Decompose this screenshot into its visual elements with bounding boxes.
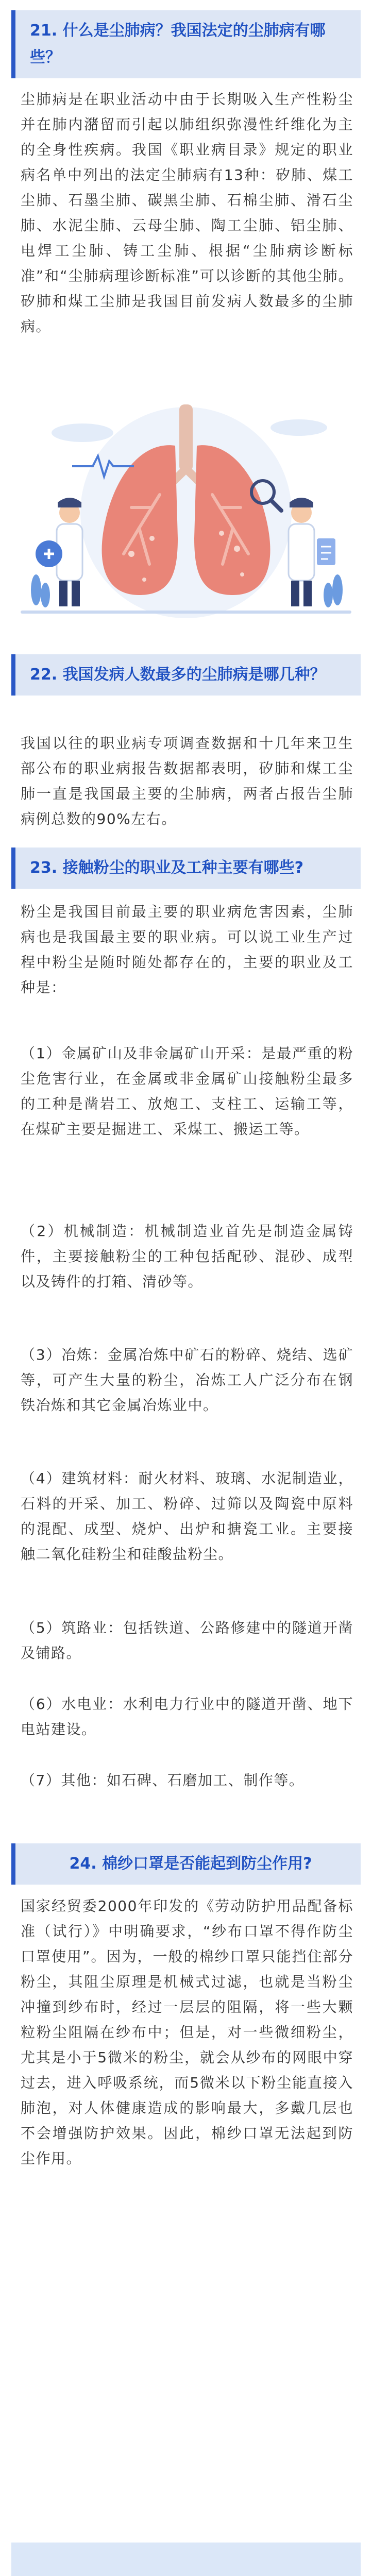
question-23-title: 23. 接触粉尘的职业及工种主要有哪些?	[30, 859, 303, 877]
job-list-item: （5）筑路业：包括铁道、公路修建中的隧道开凿及铺路。	[21, 1619, 353, 1662]
question-21-title: 21. 什么是尘肺病？我国法定的尘肺病有哪些？	[30, 22, 326, 66]
question-22-title: 22. 我国发病人数最多的尘肺病是哪几种？	[30, 666, 326, 684]
question-24-answer: 国家经贸委2000年印发的《劳动防护用品配备标准（试行）》中明确要求，“纱布口罩不得作防尘口罩使用”。因为，一般的棉纱口罩只能挡住部分粉尘，其阻尘原理是机械式过滤，也就是当粉尘冲撞到纱布时，经过一层层的阻隔，将一些大颗粒粉尘阻隔在纱布中；但是，对一些微细粉尘，尤其是小于5微米的粉尘，就会从纱布的网眼中穿过去，进入呼吸系统，而5微米以下粉尘能直接入肺泡，对人体健康造成的影响最大，多戴几层也不会增强防护效果。因此，棉纱口罩无法起到防尘作用。	[21, 1897, 353, 2167]
job-list-item: （3）冶炼：金属冶炼中矿石的粉碎、烧结、选矿等，可产生大量的粉尘，冶炼工人广泛分布在钢铁冶炼和其它金属冶炼业中。	[21, 1346, 353, 1414]
coughing-worker-illustration	[11, 2543, 361, 2576]
question-22-answer: 我国以往的职业病专项调查数据和十几年来卫生部公布的职业病报告数据都表明，矽肺和煤工尘肺一直是我国最主要的尘肺病，两者占报告尘肺病例总数的90%左右。	[21, 735, 353, 827]
question-24-heading	[11, 1843, 361, 1885]
question-23-heading	[11, 848, 361, 889]
question-21-heading	[11, 10, 361, 78]
job-list-item: （2）机械制造：机械制造业首先是制造金属铸件，主要接触粉尘的工种包括配砂、混砂、成型以及铸件的打箱、清砂等。	[21, 1223, 353, 1290]
question-22-heading	[11, 654, 361, 696]
lungs-illustration	[21, 384, 351, 626]
trachea-shape	[179, 404, 193, 471]
question-23-intro: 粉尘是我国目前最主要的职业病危害因素，尘肺病也是我国最主要的职业病。可以说工业生产过程中粉尘是随时随处都存在的，主要的职业及工种是：	[21, 903, 353, 996]
job-list-item: （4）建筑材料：耐火材料、玻璃、水泥制造业，石料的开采、加工、粉碎、过筛以及陶瓷中原料的混配、成型、烧炉、出炉和搪瓷工业。主要接触二氧化硅粉尘和硅酸盐粉尘。	[21, 1470, 353, 1563]
job-list-item: （6）水电业：水利电力行业中的隧道开凿、地下电站建设。	[21, 1696, 353, 1738]
question-24-title: 24. 棉纱口罩是否能起到防尘作用?	[69, 1855, 312, 1873]
job-list-item: （7）其他：如石碑、石磨加工、制作等。	[21, 1772, 305, 1789]
job-list-item: （1）金属矿山及非金属矿山开采：是最严重的粉尘危害行业，在金属或非金属矿山接触粉尘最多的工种是凿岩工、放炮工、支柱工、运输工等，在煤矿主要是掘进工、采煤工、搬运工等。	[21, 1045, 353, 1138]
question-21-answer: 尘肺病是在职业活动中由于长期吸入生产性粉尘并在肺内潴留而引起以肺组织弥漫性纤维化为主的全身性疾病。我国《职业病目录》规定的职业病名单中列出的法定尘肺病有13种：矽肺、煤工尘肺、石墨尘肺、碳黑尘肺、石棉尘肺、滑石尘肺、水泥尘肺、云母尘肺、陶工尘肺、铝尘肺、电焊工尘肺、铸工尘肺、根据“尘肺病诊断标准”和“尘肺病理诊断标准”可以诊断的其他尘肺。矽肺和煤工尘肺是我国目前发病人数最多的尘肺病。	[21, 91, 353, 335]
